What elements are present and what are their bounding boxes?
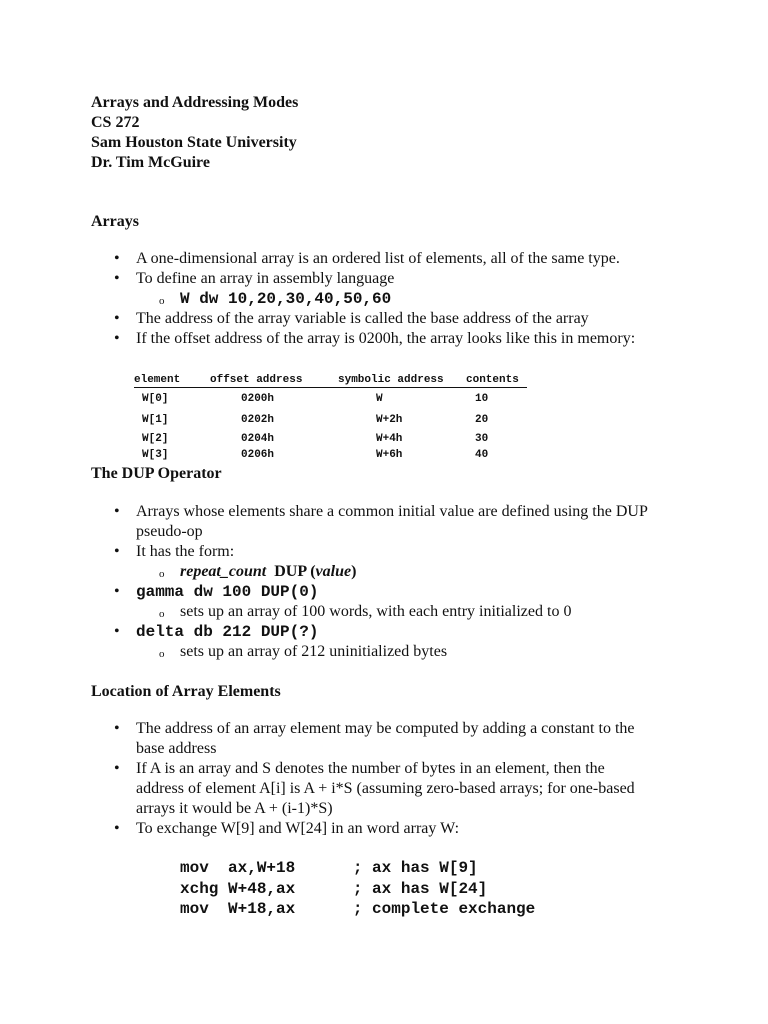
code-line: mov ax,W+18 ; ax has W[9] [180,859,478,877]
table-cell: 30 [475,433,489,445]
table-cell: W+2h [376,414,403,426]
code-line: mov W+18,ax ; complete exchange [180,900,536,918]
location-bullet-1-line-1: The address of an array element may be computed by adding a constant to the [136,720,635,737]
sub-bullet-icon: o [159,648,165,660]
bullet-icon: • [114,820,120,837]
bullet-icon: • [114,720,120,737]
table-cell: 10 [475,393,489,405]
bullet-icon: • [114,583,120,600]
dup-bullet-2: It has the form: [136,543,235,560]
section-heading-dup: The DUP Operator [91,465,222,482]
table-header-rule [134,387,527,388]
table-cell: 0204h [241,433,275,445]
section-heading-arrays: Arrays [91,213,139,230]
table-cell: W[0] [142,393,169,405]
dup-example-delta: delta db 212 DUP(?) [136,623,319,641]
table-cell: 0202h [241,414,275,426]
sub-bullet-icon: o [159,608,165,620]
bullet-icon: • [114,543,120,560]
dup-example-gamma-desc: sets up an array of 100 words, with each entry initialized to 0 [180,603,572,620]
dup-example-gamma: gamma dw 100 DUP(0) [136,583,319,601]
dup-example-delta-desc: sets up an array of 212 uninitialized bytes [180,643,448,660]
sub-bullet-icon: o [159,568,165,580]
table-cell: 40 [475,449,489,461]
array-definition-code: W dw 10,20,30,40,50,60 [180,290,392,308]
table-cell: W+6h [376,449,403,461]
arrays-bullet-4: If the offset address of the array is 0200h, the array looks like this in memory: [136,330,636,347]
bullet-icon: • [114,760,120,777]
bullet-icon: • [114,250,120,267]
table-header-element: element [134,374,181,386]
dup-bullet-1-line-1: Arrays whose elements share a common initial value are defined using the DUP [136,503,648,520]
dup-bullet-1-line-2: pseudo-op [136,523,203,540]
table-cell: W[2] [142,433,169,445]
bullet-icon: • [114,330,120,347]
dup-form-close: ) [351,563,357,580]
location-bullet-3: To exchange W[9] and W[24] in an word array W: [136,820,460,837]
code-line: xchg W+48,ax ; ax has W[24] [180,880,488,898]
bullet-icon: • [114,270,120,287]
arrays-bullet-1: A one-dimensional array is an ordered list of elements, all of the same type. [136,250,620,267]
bullet-icon: • [114,503,120,520]
author: Dr. Tim McGuire [91,154,210,171]
course-code: CS 272 [91,114,140,131]
dup-form [180,562,356,582]
doc-title: Arrays and Addressing Modes [91,94,299,111]
table-cell: W[3] [142,449,169,461]
table-header-offset: offset address [210,374,303,386]
table-header-contents: contents [466,374,519,386]
arrays-bullet-3: The address of the array variable is called the base address of the array [136,310,589,327]
bullet-icon: • [114,310,120,327]
dup-form-repeat: repeat_count [180,563,267,580]
table-cell: W+4h [376,433,403,445]
location-bullet-2-line-2: address of element A[i] is A + i*S (assuming zero-based arrays; for one-based [136,780,635,797]
table-header-symbolic: symbolic address [338,374,444,386]
dup-form-keyword: DUP ( [274,563,316,580]
arrays-bullet-2: To define an array in assembly language [136,270,395,287]
bullet-icon: • [114,623,120,640]
location-bullet-1-line-2: base address [136,740,217,757]
dup-form-value: value [315,563,352,580]
university: Sam Houston State University [91,134,297,151]
table-cell: W [376,393,383,405]
location-bullet-2-line-3: arrays it would be A + (i-1)*S) [136,800,333,817]
table-cell: 0206h [241,449,275,461]
table-cell: W[1] [142,414,169,426]
table-cell: 0200h [241,393,275,405]
section-heading-location: Location of Array Elements [91,683,281,700]
location-bullet-2-line-1: If A is an array and S denotes the number of bytes in an element, then the [136,760,605,777]
table-cell: 20 [475,414,489,426]
sub-bullet-icon: o [159,295,165,307]
